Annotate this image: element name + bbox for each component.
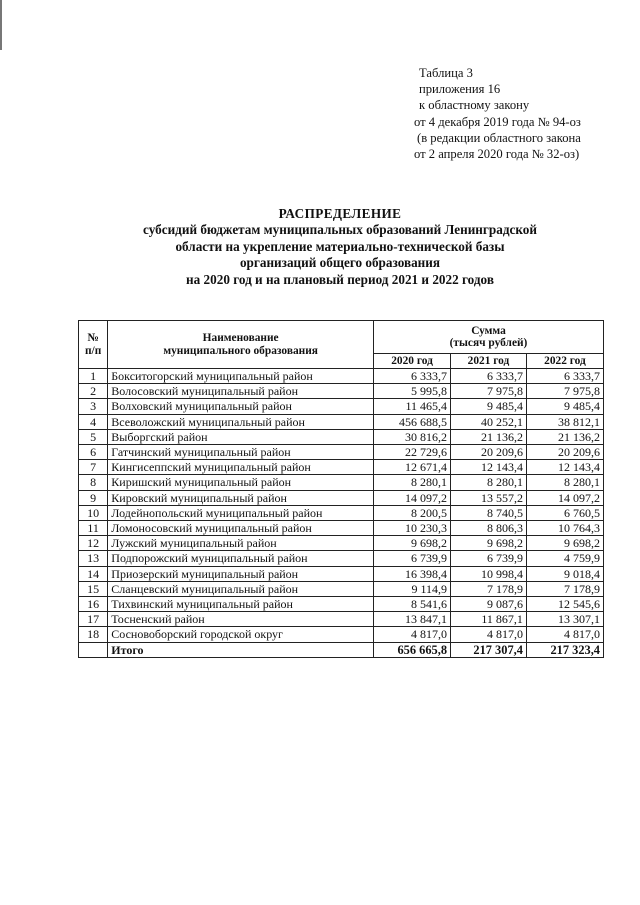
row-municipality-name: Тосненский район [108,612,374,627]
row-num-cell: 13 [79,551,108,566]
row-municipality-name: Лужский муниципальный район [108,536,374,551]
row-value-2021: 7 975,8 [451,384,527,399]
row-value-2022: 4 759,9 [526,551,603,566]
row-value-2021: 13 557,2 [451,490,527,505]
table-row [79,490,604,505]
row-value-2021: 20 209,6 [451,445,527,460]
title-line-2: области на укрепление материально-технической базы [175,238,505,254]
total-num-cell [79,642,108,657]
row-value-2020: 4 817,0 [374,627,451,642]
row-value-2021: 11 867,1 [451,612,527,627]
row-value-2020: 456 688,5 [374,414,451,429]
table-body [79,369,604,658]
table-row [79,445,604,460]
row-num-cell: 14 [79,566,108,581]
header-num-line2: п/п [84,344,102,357]
appendix-law-date: от 4 декабря 2019 года № 94-оз [414,114,581,129]
table-row [79,597,604,612]
row-value-2020: 9 114,9 [374,581,451,596]
row-value-2022: 8 280,1 [526,475,603,490]
header-num [79,321,108,369]
table-total-row [79,642,604,657]
total-2022: 217 323,4 [526,642,603,657]
row-value-2020: 6 739,9 [374,551,451,566]
subsidy-distribution-table [78,320,604,658]
table-row [79,475,604,490]
row-value-2021: 9 087,6 [451,597,527,612]
row-num-cell: 18 [79,627,108,642]
row-value-2021: 8 740,5 [451,505,527,520]
table-header [79,321,604,369]
header-num-line1: № [87,332,99,344]
row-value-2022: 14 097,2 [526,490,603,505]
row-value-2020: 22 729,6 [374,445,451,460]
row-value-2021: 40 252,1 [451,414,527,429]
table-row [79,627,604,642]
row-value-2020: 9 698,2 [374,536,451,551]
table-row [79,521,604,536]
row-value-2020: 14 097,2 [374,490,451,505]
title-line-4: на 2020 год и на плановый период 2021 и 2022 годов [186,271,494,287]
header-sum-line2: (тысяч рублей) [449,337,528,349]
row-value-2022: 9 018,4 [526,566,603,581]
scan-edge-mark [0,0,2,50]
table-row [79,566,604,581]
table-row [79,536,604,551]
row-value-2022: 9 698,2 [526,536,603,551]
header-name-line2: муниципального образования [163,344,318,357]
row-value-2020: 8 200,5 [374,505,451,520]
row-value-2020: 11 465,4 [374,399,451,414]
row-value-2021: 21 136,2 [451,429,527,444]
row-value-2022: 7 975,8 [526,384,603,399]
title-line-3: организаций общего образования [239,255,441,271]
appendix-table-number: Таблица 3 [419,66,473,80]
appendix-revision-date: от 2 апреля 2020 года № 32-оз) [414,147,580,162]
row-municipality-name: Сланцевский муниципальный район [108,581,374,596]
row-value-2021: 8 806,3 [451,521,527,536]
row-value-2021: 9 485,4 [451,399,527,414]
row-value-2021: 10 998,4 [451,566,527,581]
row-value-2022: 6 333,7 [526,369,603,384]
row-municipality-name: Киришский муниципальный район [108,475,374,490]
header-year-2022: 2022 год [526,354,603,369]
title-line-1: субсидий бюджетам муниципальных образований Ленинградской [143,222,537,238]
row-municipality-name: Сосновоборский городской округ [108,627,374,642]
table-row [79,460,604,475]
row-num-cell: 8 [79,475,108,490]
row-value-2020: 6 333,7 [374,369,451,384]
appendix-revision: (в редакции областного закона [417,130,581,145]
row-value-2022: 4 817,0 [526,627,603,642]
table-row [79,505,604,520]
row-value-2020: 13 847,1 [374,612,451,627]
row-municipality-name: Выборгский район [108,429,374,444]
row-value-2020: 12 671,4 [374,460,451,475]
row-value-2021: 4 817,0 [451,627,527,642]
row-value-2020: 8 541,6 [374,597,451,612]
row-value-2021: 7 178,9 [451,581,527,596]
table-row [79,551,604,566]
table-row [79,384,604,399]
row-value-2022: 13 307,1 [526,612,603,627]
row-municipality-name: Волосовский муниципальный район [108,384,374,399]
row-municipality-name: Лодейнопольский муниципальный район [108,505,374,520]
header-year-2021: 2021 год [451,354,527,369]
row-value-2022: 20 209,6 [526,445,603,460]
row-value-2021: 9 698,2 [451,536,527,551]
row-num-cell: 11 [79,521,108,536]
row-num-cell: 9 [79,490,108,505]
row-value-2022: 6 760,5 [526,505,603,520]
title-heading: РАСПРЕДЕЛЕНИЕ [278,206,402,221]
row-num-cell: 1 [79,369,108,384]
row-municipality-name: Приозерский муниципальный район [108,566,374,581]
row-municipality-name: Ломоносовский муниципальный район [108,521,374,536]
row-value-2020: 8 280,1 [374,475,451,490]
row-value-2020: 5 995,8 [374,384,451,399]
row-value-2021: 6 333,7 [451,369,527,384]
table-row [79,399,604,414]
total-label: Итого [108,642,374,657]
row-num-cell: 2 [79,384,108,399]
row-value-2020: 10 230,3 [374,521,451,536]
row-value-2022: 38 812,1 [526,414,603,429]
row-value-2022: 12 545,6 [526,597,603,612]
row-municipality-name: Бокситогорский муниципальный район [108,369,374,384]
row-num-cell: 6 [79,445,108,460]
row-value-2022: 12 143,4 [526,460,603,475]
header-sum [374,321,604,354]
row-municipality-name: Кингисеппский муниципальный район [108,460,374,475]
header-sum-line1: Сумма [471,324,506,337]
row-municipality-name: Тихвинский муниципальный район [108,597,374,612]
row-municipality-name: Подпорожский муниципальный район [108,551,374,566]
row-value-2021: 6 739,9 [451,551,527,566]
row-num-cell: 10 [79,505,108,520]
row-value-2022: 10 764,3 [526,521,603,536]
appendix-reference [414,65,624,162]
row-value-2021: 12 143,4 [451,460,527,475]
row-value-2022: 9 485,4 [526,399,603,414]
table-row [79,581,604,596]
document-title [90,206,590,288]
row-value-2022: 7 178,9 [526,581,603,596]
appendix-law-ref: к областному закону [419,98,530,113]
appendix-number: приложения 16 [419,82,501,97]
header-name-line1: Наименование [202,332,279,344]
row-value-2022: 21 136,2 [526,429,603,444]
table-row [79,612,604,627]
row-municipality-name: Гатчинский муниципальный район [108,445,374,460]
row-value-2020: 16 398,4 [374,566,451,581]
table-row [79,414,604,429]
row-num-cell: 15 [79,581,108,596]
header-name [108,321,374,369]
row-num-cell: 5 [79,429,108,444]
row-value-2020: 30 816,2 [374,429,451,444]
row-num-cell: 3 [79,399,108,414]
row-num-cell: 12 [79,536,108,551]
row-municipality-name: Кировский муниципальный район [108,490,374,505]
row-num-cell: 17 [79,612,108,627]
row-municipality-name: Волховский муниципальный район [108,399,374,414]
row-value-2021: 8 280,1 [451,475,527,490]
table-row [79,429,604,444]
header-year-2020: 2020 год [374,354,451,369]
row-num-cell: 16 [79,597,108,612]
row-num-cell: 7 [79,460,108,475]
row-num-cell: 4 [79,414,108,429]
table-row [79,369,604,384]
total-2021: 217 307,4 [451,642,527,657]
total-2020: 656 665,8 [374,642,451,657]
row-municipality-name: Всеволожский муниципальный район [108,414,374,429]
